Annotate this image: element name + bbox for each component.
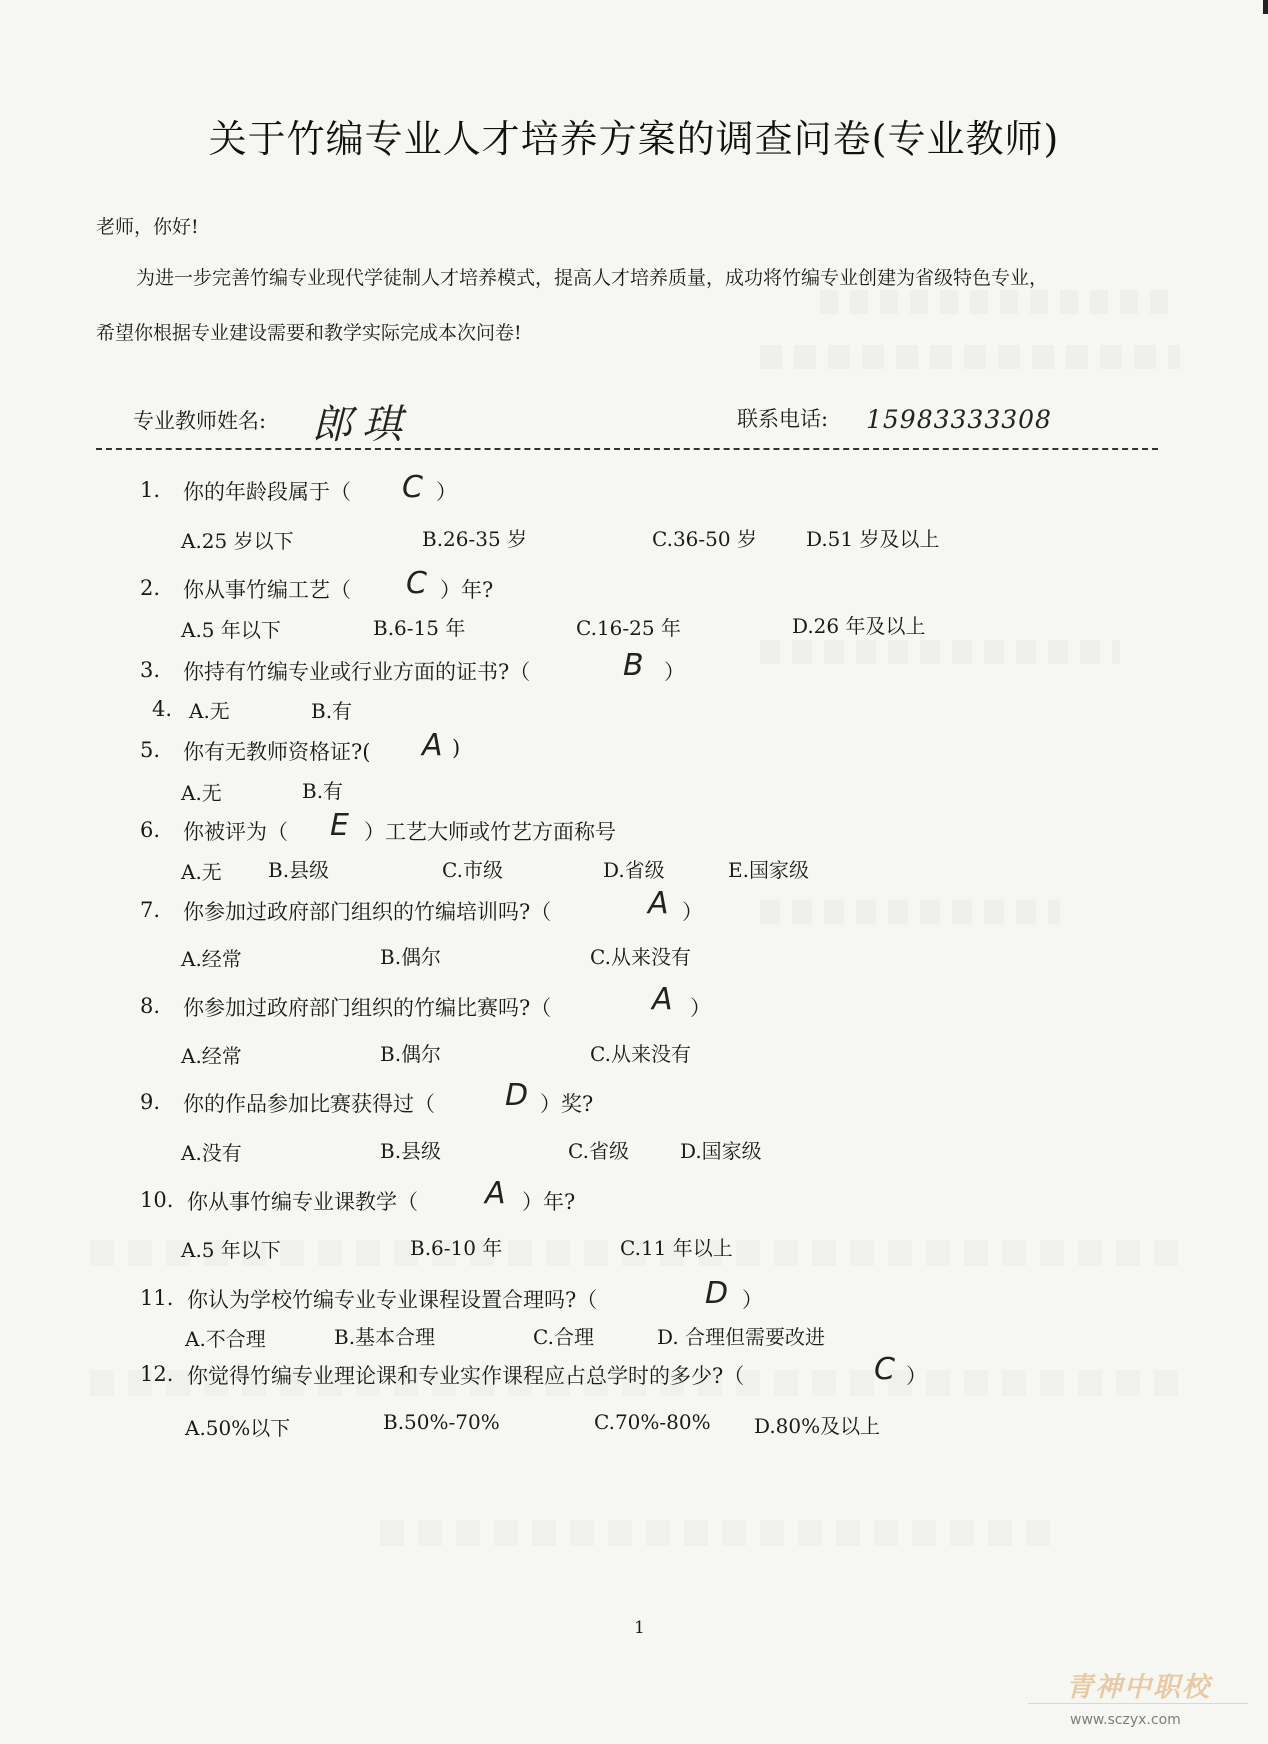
question-stem: 你觉得竹编专业理论课和专业实作课程应占总学时的多少?（ bbox=[187, 1364, 745, 1388]
scan-edge-mark bbox=[1263, 0, 1268, 14]
question-stem-tail: ) bbox=[452, 736, 461, 760]
question-number: 12. bbox=[140, 1362, 174, 1386]
answer-mark: A bbox=[648, 886, 669, 921]
option: B.26-35 岁 bbox=[422, 527, 528, 551]
question-stem-tail: ） bbox=[906, 1364, 927, 1388]
option: B.6-10 年 bbox=[410, 1236, 503, 1260]
question-number: 10. bbox=[140, 1188, 174, 1212]
option: A.50%以下 bbox=[185, 1416, 291, 1440]
option: C.36-50 岁 bbox=[652, 527, 757, 551]
option: A.不合理 bbox=[185, 1327, 266, 1351]
option: B.偶尔 bbox=[380, 945, 442, 969]
option: C.合理 bbox=[533, 1325, 594, 1349]
question-stem: 你参加过政府部门组织的竹编比赛吗?（ bbox=[183, 996, 552, 1020]
question-number: 7. bbox=[140, 898, 161, 922]
question-number: 1. bbox=[140, 478, 161, 502]
question-stem: 你的作品参加比赛获得过（ bbox=[183, 1092, 435, 1116]
teacher-name-value: 郎琪 bbox=[312, 402, 412, 448]
watermark-url: www.sczyx.com bbox=[1070, 1712, 1181, 1728]
question-stem-tail: ） bbox=[690, 996, 711, 1020]
option: D.省级 bbox=[603, 858, 665, 882]
option: C.从来没有 bbox=[590, 1042, 691, 1066]
option: A.经常 bbox=[181, 1044, 242, 1068]
phone-label: 联系电话: bbox=[737, 407, 829, 431]
answer-mark: E bbox=[330, 808, 349, 843]
watermark-brand: 青神中职校 bbox=[1066, 1672, 1211, 1703]
bleed-through-scribble bbox=[760, 900, 1060, 924]
greeting: 老师，你好! bbox=[96, 216, 199, 238]
question-stem: 你被评为（ bbox=[183, 820, 288, 844]
question-number: 2. bbox=[140, 576, 161, 600]
question-stem: 你认为学校竹编专业专业课程设置合理吗?（ bbox=[187, 1288, 598, 1312]
option: C.从来没有 bbox=[590, 945, 691, 969]
option: B.50%-70% bbox=[383, 1410, 500, 1434]
question-stem-tail: ）工艺大师或竹艺方面称号 bbox=[364, 820, 616, 844]
option: B.偶尔 bbox=[380, 1042, 442, 1066]
option: A.无 bbox=[189, 699, 230, 723]
question-stem: 你从事竹编专业课教学（ bbox=[187, 1190, 418, 1214]
question-number: 4. bbox=[152, 697, 173, 721]
phone-value: 15983333308 bbox=[866, 405, 1052, 434]
question-stem-tail: ） bbox=[742, 1288, 763, 1312]
answer-mark: D bbox=[705, 1276, 729, 1311]
option: B.有 bbox=[311, 699, 353, 723]
option: C.市级 bbox=[442, 858, 503, 882]
question-stem-tail: ）年? bbox=[522, 1190, 576, 1214]
header-separator bbox=[96, 448, 1158, 450]
option: C.11 年以上 bbox=[620, 1236, 733, 1260]
option: C.70%-80% bbox=[594, 1410, 711, 1434]
question-stem-tail: ） bbox=[436, 480, 457, 504]
option: C.省级 bbox=[568, 1139, 629, 1163]
question-number: 3. bbox=[140, 658, 161, 682]
question-stem-tail: ）年? bbox=[440, 578, 494, 602]
teacher-name-label: 专业教师姓名: bbox=[133, 409, 267, 433]
option: B.县级 bbox=[380, 1139, 442, 1163]
answer-mark: B bbox=[623, 648, 644, 683]
question-number: 6. bbox=[140, 818, 161, 842]
bleed-through-scribble bbox=[820, 290, 1180, 314]
page-number: 1 bbox=[634, 1618, 645, 1638]
answer-mark: A bbox=[485, 1176, 506, 1211]
option: A.25 岁以下 bbox=[181, 529, 294, 553]
option: D.51 岁及以上 bbox=[806, 527, 940, 551]
option: A.无 bbox=[181, 860, 222, 884]
option: A.经常 bbox=[181, 947, 242, 971]
question-stem: 你参加过政府部门组织的竹编培训吗?（ bbox=[183, 900, 552, 924]
option: B.基本合理 bbox=[334, 1325, 436, 1349]
option: D.80%及以上 bbox=[754, 1414, 881, 1438]
question-stem-tail: ）奖? bbox=[540, 1092, 594, 1116]
option: C.16-25 年 bbox=[576, 616, 681, 640]
answer-mark: C bbox=[402, 470, 423, 505]
option: A.5 年以下 bbox=[181, 1238, 281, 1262]
bleed-through-scribble bbox=[760, 640, 1120, 664]
option: D.国家级 bbox=[680, 1139, 762, 1163]
bleed-through-scribble bbox=[760, 345, 1180, 369]
option: B.有 bbox=[302, 779, 344, 803]
answer-mark: C bbox=[874, 1352, 895, 1387]
option: A.无 bbox=[181, 781, 222, 805]
page-title: 关于竹编专业人才培养方案的调查问卷(专业教师) bbox=[208, 117, 1060, 161]
question-stem: 你有无教师资格证?( bbox=[183, 740, 371, 764]
question-number: 11. bbox=[140, 1286, 174, 1310]
question-number: 5. bbox=[140, 738, 161, 762]
question-stem: 你从事竹编工艺（ bbox=[183, 578, 351, 602]
option: B.6-15 年 bbox=[373, 616, 466, 640]
option: B.县级 bbox=[268, 858, 330, 882]
question-stem: 你的年龄段属于（ bbox=[183, 480, 351, 504]
option: A.没有 bbox=[181, 1141, 242, 1165]
intro-line-2: 希望你根据专业建设需要和教学实际完成本次问卷! bbox=[96, 322, 522, 344]
answer-mark: D bbox=[505, 1078, 529, 1113]
question-stem-tail: ） bbox=[664, 660, 685, 684]
option: D. 合理但需要改进 bbox=[657, 1325, 826, 1349]
intro-line-1: 为进一步完善竹编专业现代学徒制人才培养模式，提高人才培养质量，成功将竹编专业创建为省级特色专业， bbox=[136, 267, 1049, 289]
option: A.5 年以下 bbox=[181, 618, 281, 642]
question-stem: 你持有竹编专业或行业方面的证书?（ bbox=[183, 660, 531, 684]
answer-mark: C bbox=[406, 566, 427, 601]
question-number: 9. bbox=[140, 1090, 161, 1114]
question-stem-tail: ） bbox=[682, 900, 703, 924]
answer-mark: A bbox=[652, 982, 673, 1017]
question-number: 8. bbox=[140, 994, 161, 1018]
option: D.26 年及以上 bbox=[792, 614, 926, 638]
option: E.国家级 bbox=[728, 858, 809, 882]
bleed-through-scribble bbox=[380, 1520, 1060, 1546]
answer-mark: A bbox=[422, 728, 443, 763]
